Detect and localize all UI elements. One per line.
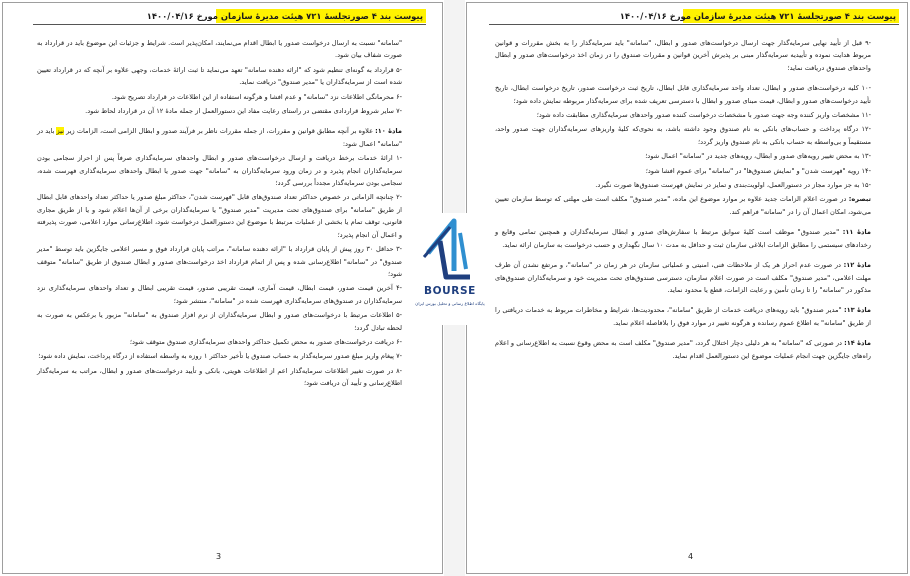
page-body <box>37 37 402 392</box>
article-title: مادهٔ ۱۲: <box>843 261 871 270</box>
article-text: باید در "سامانه" اعمال شود: <box>37 127 402 148</box>
article-11 <box>495 226 871 251</box>
article-14 <box>495 337 871 362</box>
logo-wordmark: BOURSE <box>424 285 476 297</box>
article-text: "مدیر صندوق" باید رویه‌های دریافت خدمات از طریق "سامانه"، محدودیت‌ها، شرایط و مخاطرات مربوط به خدمات دریافتی را از طریق "سامانه" به اطلاع عموم رسانده و هرگونه تغییر در موارد فوق را بلافاصله اعلام نماید. <box>495 306 871 327</box>
list-item: -۲ چنانچه الزاماتی در خصوص حداکثر تعداد صندوق‌های قابل "فهرست شدن"، حداکثر مبلغ صدور یا حداکثر تعداد واحدهای قابل ابطال از طریق "سامانه" برای صندوق‌های تحت مدیریت "مدیر صندوق" یا سرمایه‌گذاران برخی از آن‌ها اعلام شود و یا از طریق مجاری قانونی، توقف تمام یا بخشی از عملیات مرتبط با موضوع این دستورالعمل درخواست شود، اطلاع‌رسانی موارد اعلامی، صورت پذیرفته و اعمال آن انجام پذیرد؛ <box>37 193 402 239</box>
article-text: "مدیر صندوق" موظف است کلیهٔ سوابق مرتبط با سفارش‌های صدور و ابطال سرمایه‌گذاران و همچنین تمامی وقایع و رخدادهای سیستمی را مطابق الزامات ابلاغی سازمان ثبت و حداقل به مدت ۱۰ سال نگهداری و حسب درخواست به سازمان ارائه نماید. <box>495 228 871 249</box>
list-item: -۵ اطلاعات مرتبط با درخواست‌های صدور و ابطال سرمایه‌گذاران از نرم افزار صندوق به "سامانه" مزبور یا برعکس به صورت به لحظه تبادل گردد؛ <box>37 311 402 332</box>
list-item: -۳ حداقل ۳۰ روز پیش از پایان قرارداد با "ارائه دهنده سامانه"، مراتب پایان قرارداد فوق و مسیر اعلامی جایگزین باید توسط "مدیر صندوق" در "سامانه" اطلاع‌رسانی شده و پس از اتمام قرارداد اخذ درخواست‌های صدور و ابطال صندوق از طریق "سامانه" متوقف شود؛ <box>37 245 403 278</box>
article-text: در صورتی که "سامانه" به هر دلیلی دچار اختلال گردد، "مدیر صندوق" مکلف است به محض وقوع نسبت به اطلاع‌رسانی و اعلام راه‌های جایگزین جهت انجام عملیات موضوع این دستورالعمل اقدام نماید. <box>495 339 871 360</box>
list-item: -۱۰ کلیه درخواست‌های صدور و ابطال، تعداد واحد سرمایه‌گذاری قابل ابطال، تاریخ ثبت درخواست صدور، تاریخ درخواست ابطال، تاریخ تأیید درخواست‌های صدور و ابطال، قیمت مبنای صدور و ابطال با دسترسی تعریف شده برای سرمایه‌گذار مربوطه نمایش داده شود؛ <box>495 84 871 105</box>
bourse-logo-mark-icon <box>410 213 490 285</box>
document-page-4 <box>466 2 908 574</box>
article-13 <box>495 304 871 329</box>
article-text: علاوه بر آنچه مطابق قوانین و مقررات، از جمله مقررات ناظر بر فرآیند صدور و ابطال الزامی است، الزامات زیر <box>66 127 374 136</box>
article-text: در صورت عدم احراز هر یک از ملاحظات فنی، امنیتی و عملیاتی سازمان در هر زمان در "سامانه"، و مرتفع نشدن آن ظرف مهلت اعلامی، "مدیر صندوق" مکلف است در صورت اعلام سازمان، دسترسی صندوق‌های تحت مدیریت خود و سرمایه‌گذاران صندوق‌های مذکور در "سامانه" را تا زمان تأمین و رعایت الزامات، قطع یا محدود نماید. <box>495 261 871 294</box>
bourse-logo <box>410 213 490 325</box>
article-10 <box>37 125 402 150</box>
article-title: مادهٔ ۱۴: <box>844 339 871 348</box>
article-title: مادهٔ ۱۱: <box>842 228 871 237</box>
paragraph: -۷ سایر شروط قراردادی مقتضی در راستای رعایت مفاد این دستورالعمل از جمله مادهٔ ۱۲ آن در قرارداد لحاظ شود. <box>85 107 402 116</box>
highlighted-text: نیز <box>56 127 64 136</box>
page-number: 3 <box>216 552 222 561</box>
page-header: پیوست بند ۴ صورتجلسهٔ ۷۲۱ هیئت مدیرهٔ سازمان مورخ ۱۴۰۰/۰۴/۱۶ <box>683 9 899 23</box>
page-body <box>495 37 871 364</box>
list-item: -۴ آخرین قیمت صدور، قیمت ابطال، قیمت آماری، قیمت تقریبی صدور، قیمت تقریبی ابطال و تعداد واحدهای سرمایه‌گذاری نزد سرمایه‌گذاران در صندوق‌های سرمایه‌گذاری فهرست شده در "سامانه"، منتشر شود؛ <box>37 284 402 305</box>
article-12 <box>495 259 871 296</box>
header-rule <box>489 24 899 25</box>
list-item: -۱۴ رویه "فهرست شدن" و "نمایش صندوق‌ها" در "سامانه" برای عموم افشا شود؛ <box>645 166 871 175</box>
list-item: -۱۳ به محض تغییر رویه‌های صدور و ابطال، رویه‌های جدید در "سامانه" اعمال شود؛ <box>645 152 871 161</box>
list-item: -۱۲ درگاه پرداخت و حساب‌های بانکی به نام صندوق وجود داشته باشد، به نحوی‌که کلیهٔ واریزهای سرمایه‌گذاران جهت صدور واحد، مستقیماً و بی‌واسطه به حساب بانکی به نام صندوق واریز گردد؛ <box>495 125 871 146</box>
page-header: پیوست بند ۴ صورتجلسهٔ ۷۲۱ هیئت مدیرهٔ سازمان مورخ ۱۴۰۰/۰۴/۱۶ <box>216 9 426 23</box>
article-title: مادهٔ ۱۰: <box>375 127 402 136</box>
page-number: 4 <box>688 552 694 561</box>
document-page-3 <box>2 2 443 574</box>
list-item: -۱ ارائهٔ خدمات برخط دریافت و ارسال درخواست‌های صدور و ابطال واحدهای سرمایه‌گذاری صرفاً پس از احراز سجامی بودن سرمایه‌گذاران انجام پذیرد و در زمان ورود سرمایه‌گذاران به "سامانه" جهت صدور یا ابطال واحدهای سرمایه‌گذاری فهرست شده، سجامی بودن سرمایه‌گذار مجدداً بررسی گردد؛ <box>37 154 402 188</box>
list-item: -۱۱ مشخصات واریز کننده وجه جهت صدور با مشخصات درخواست کننده صدور واحدهای سرمایه‌گذاری مطابقت داده شود؛ <box>536 111 871 120</box>
note-text: در صورت اعلام الزامات جدید علاوه بر موارد موضوع این ماده، "مدیر صندوق" مکلف است طی مهلتی که توسط سازمان تعیین می‌شود، امکان اعمال آن را در "سامانه" فراهم کند. <box>495 195 871 216</box>
header-rule <box>33 24 426 25</box>
list-item: -۶ دریافت درخواست‌های صدور به محض تکمیل حداکثر واحدهای سرمایه‌گذاری صندوق متوقف شود؛ <box>129 337 402 346</box>
list-item: -۱۵ به جز موارد مجاز در دستورالعمل، اولویت‌بندی و تمایز در نمایش فهرست صندوق‌ها صورت نگیرد. <box>595 181 871 190</box>
paragraph: "سامانه" نسبت به ارسال درخواست صدور یا ابطال اقدام می‌نمایند، امکان‌پذیر است. شرایط و جزئیات این موضوع باید در قرارداد به صورت شفاف بیان شود. <box>37 39 402 60</box>
logo-tagline: پایگاه اطلاع رسانی و تحلیل بورس ایران <box>415 301 485 306</box>
paragraph: -۵ قرارداد به گونه‌ای تنظیم شود که "ارائه دهنده سامانه" تعهد می‌نماید تا ثبت ارائهٔ خدمات، وجهی علاوه بر آنچه که در قرارداد تعیین شده است از سرمایه‌گذاران یا "مدیر صندوق" دریافت نماید. <box>37 65 402 87</box>
list-item: -۹ قبل از تأیید نهایی سرمایه‌گذار جهت ارسال درخواست‌های صدور و ابطال، "سامانه" باید سرمایه‌گذار را به بخش مقررات و قوانین مربوط هدایت نموده و تأییدیه سرمایه‌گذار مبنی بر پذیرش آخرین قوانین و مقررات صندوق را در زمان اخذ درخواست‌های صدور و ابطال واحدهای صندوق دریافت نماید؛ <box>495 39 871 72</box>
note-label: تبصره: <box>848 195 871 204</box>
article-title: مادهٔ ۱۳: <box>843 306 871 315</box>
note <box>495 193 871 218</box>
list-item: -۸ در صورت تغییر اطلاعات سرمایه‌گذار اعم از اطلاعات هویتی، بانکی و تأیید درخواست‌های صدور و ابطال، مراتب به سرمایه‌گذار اطلاع‌رسانی و تأیید آن دریافت شود؛ <box>37 366 402 388</box>
list-item: -۷ پیغام واریز مبلغ صدور سرمایه‌گذار به حساب صندوق یا تأخیر حداکثر ۱ روزه به واسطه استفاده از درگاه پرداخت، نمایش داده شود؛ <box>38 352 402 361</box>
paragraph: -۶ محرمانگی اطلاعات نزد "سامانه" و عدم افشا و هرگونه استفاده از این اطلاعات در قرارداد تصریح شود. <box>111 92 402 101</box>
